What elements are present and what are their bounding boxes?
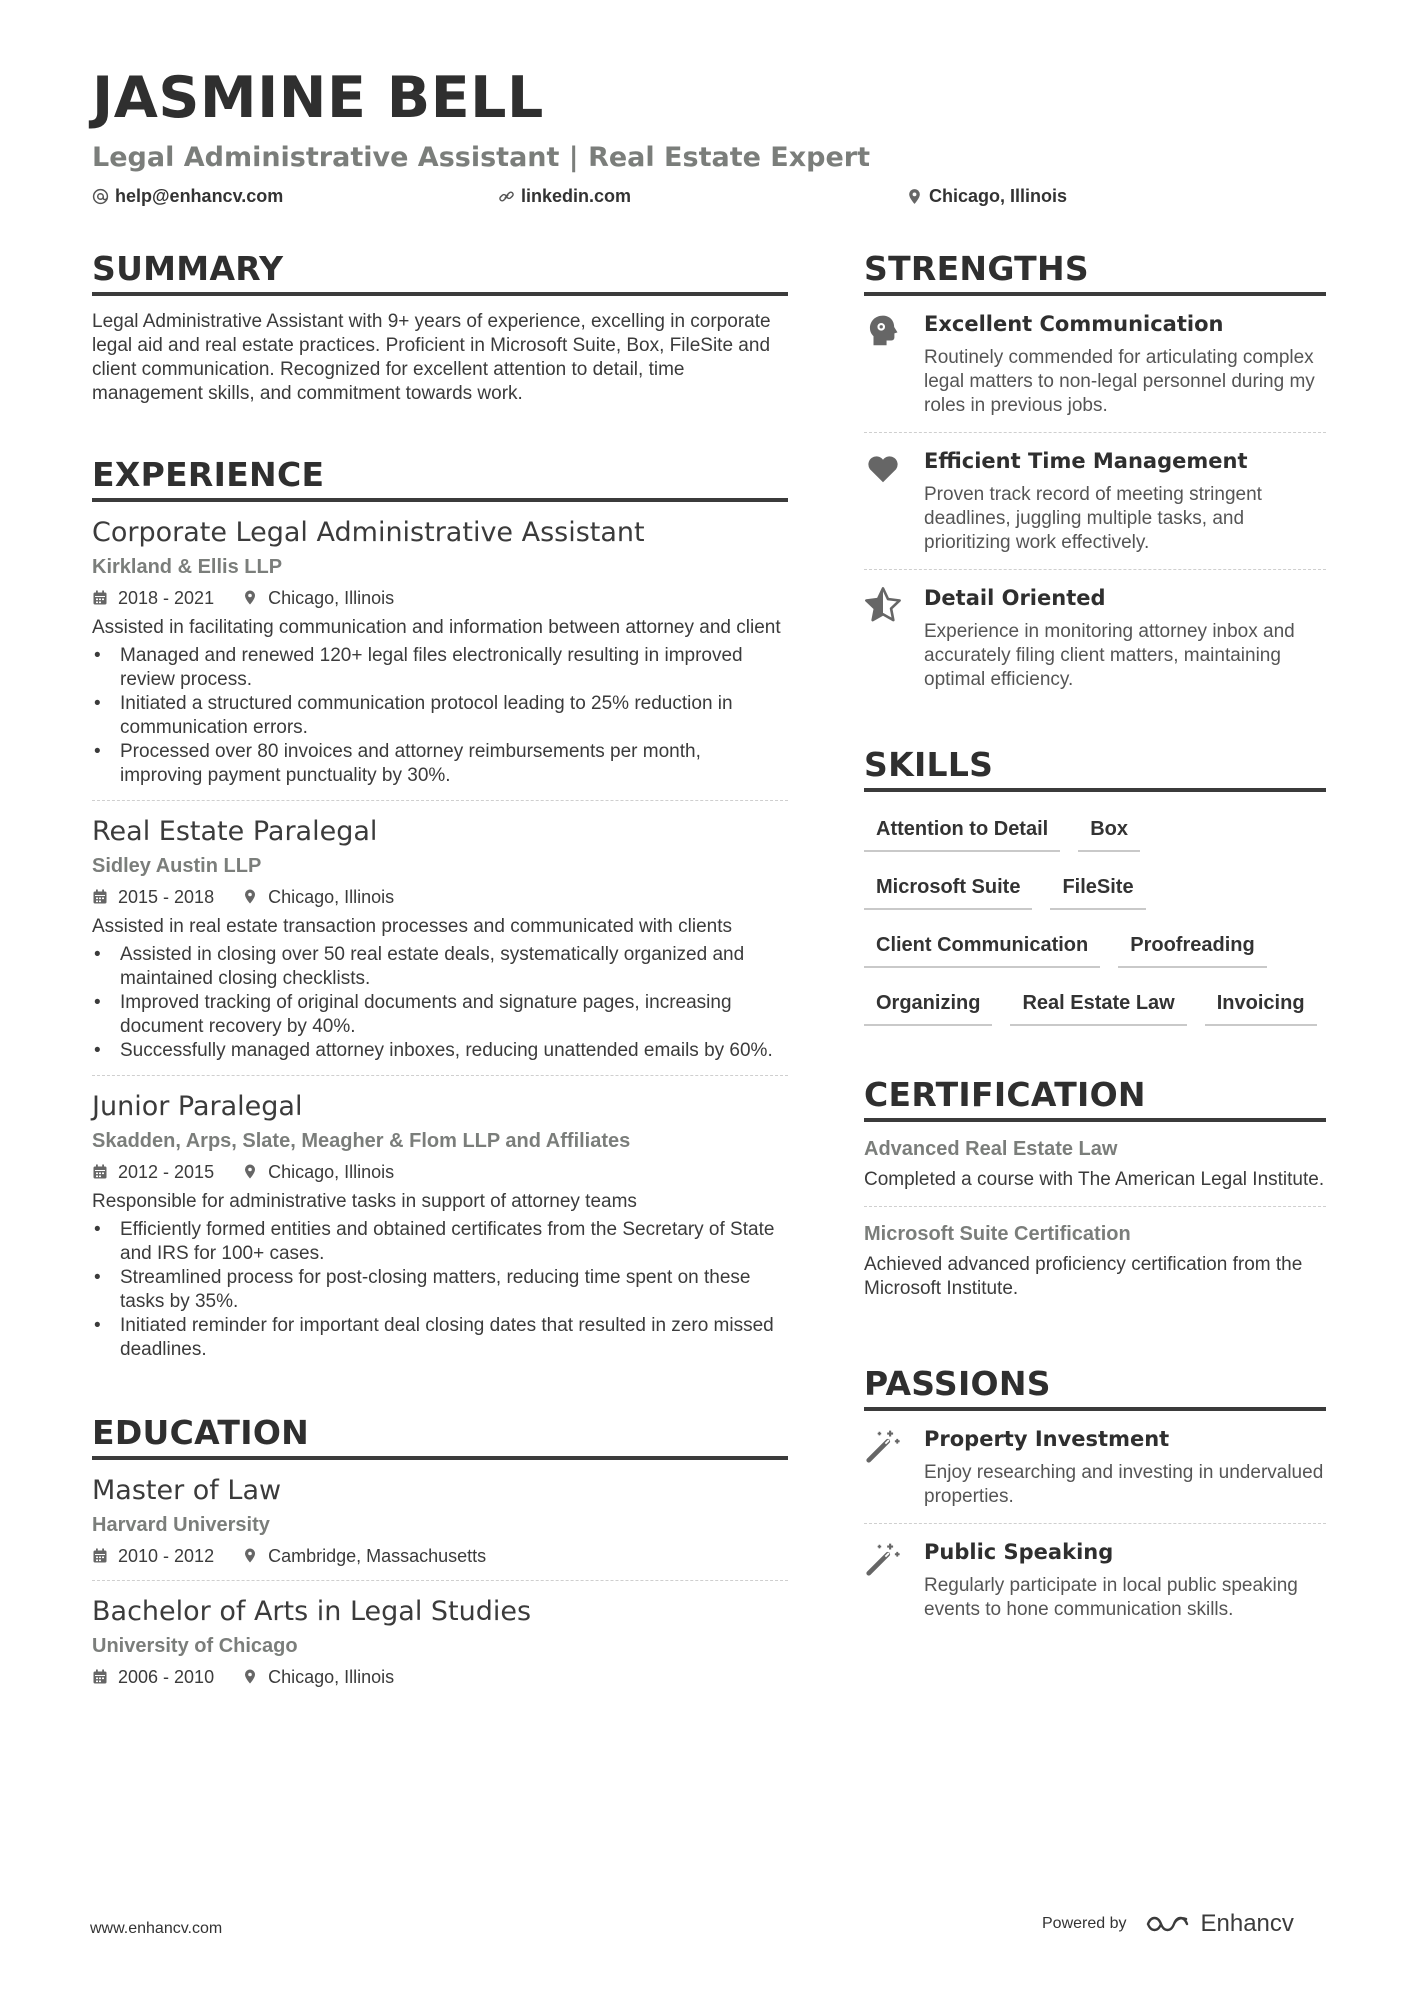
powered-by-text: Powered by <box>1042 1915 1127 1932</box>
certification-item <box>864 1122 1326 1207</box>
location-text: Chicago, Illinois <box>268 1161 395 1182</box>
education-entry <box>92 1460 788 1581</box>
entry-location <box>242 586 394 610</box>
calendar-icon <box>92 589 108 606</box>
achievement-list <box>92 644 788 788</box>
entry-meta <box>92 885 788 909</box>
section-title-summary: SUMMARY <box>92 250 788 296</box>
link-icon <box>498 188 515 205</box>
skill-tag: Microsoft Suite <box>864 870 1032 910</box>
job-title: Junior Paralegal <box>92 1090 303 1122</box>
strength-text: Experience in monitoring attorney inbox and accurately filing client matters, maintaining optimal efficiency. <box>924 620 1295 690</box>
strength-title: Efficient Time Management <box>924 448 1248 473</box>
passion-title: Property Investment <box>924 1426 1170 1451</box>
email-text: help@enhancv.com <box>115 186 284 206</box>
achievement-list <box>92 1218 788 1362</box>
summary-section <box>92 250 788 406</box>
achievement-list <box>92 943 788 1063</box>
entry-location <box>242 1665 394 1689</box>
passion-text: Enjoy researching and investing in undervalued properties. <box>924 1461 1324 1507</box>
strength-item <box>864 296 1326 433</box>
linkedin-text: linkedin.com <box>521 186 632 206</box>
candidate-name: JASMINE BELL <box>92 65 544 131</box>
achievement-item: • Assisted in closing over 50 real estate deals, systematically organized and maintained closing checklists. <box>120 943 788 991</box>
brand-name: Enhancv <box>1200 1910 1294 1937</box>
skill-tag: Organizing <box>864 986 992 1026</box>
heart-icon <box>864 447 904 555</box>
section-title-passions: PASSIONS <box>864 1365 1326 1411</box>
passion-item <box>864 1524 1326 1636</box>
date-range <box>92 1160 214 1184</box>
experience-section <box>92 456 788 1374</box>
magic-wand-icon <box>864 1538 904 1622</box>
entry-meta <box>92 1544 788 1568</box>
skill-tag: Box <box>1078 812 1140 852</box>
company-name: Sidley Austin LLP <box>92 854 262 877</box>
entry-location <box>242 1160 394 1184</box>
experience-entry <box>92 502 788 801</box>
passion-item <box>864 1411 1326 1524</box>
date-range <box>92 1665 214 1689</box>
company-name: Skadden, Arps, Slate, Meagher & Flom LLP and Affiliates <box>92 1129 631 1152</box>
job-description: Assisted in facilitating communication and information between attorney and client <box>92 616 781 638</box>
enhancv-logo-icon <box>1145 1911 1191 1937</box>
candidate-headline: Legal Administrative Assistant | Real Estate Expert <box>92 142 871 173</box>
certification-text: Completed a course with The American Legal Institute. <box>864 1168 1325 1190</box>
entry-meta <box>92 1665 788 1689</box>
education-section <box>92 1414 788 1701</box>
certification-text: Achieved advanced proficiency certification from the Microsoft Institute. <box>864 1253 1303 1299</box>
skills-list <box>864 812 1326 1026</box>
experience-entry <box>92 1076 788 1374</box>
degree-title: Bachelor of Arts in Legal Studies <box>92 1595 532 1627</box>
certification-section <box>864 1076 1326 1315</box>
location-text: Chicago, Illinois <box>268 886 395 907</box>
map-pin-icon <box>906 188 923 205</box>
passion-text: Regularly participate in local public speaking events to hone communication skills. <box>924 1574 1298 1620</box>
strength-text: Proven track record of meeting stringent deadlines, juggling multiple tasks, and prioritizing work effectively. <box>924 483 1262 553</box>
skill-tag: Invoicing <box>1205 986 1317 1026</box>
strength-item <box>864 433 1326 570</box>
job-title: Real Estate Paralegal <box>92 815 378 847</box>
section-title-skills: SKILLS <box>864 746 1326 792</box>
entry-location <box>242 885 394 909</box>
passion-title: Public Speaking <box>924 1539 1114 1564</box>
section-title-experience: EXPERIENCE <box>92 456 788 502</box>
strength-title: Detail Oriented <box>924 585 1106 610</box>
section-title-education: EDUCATION <box>92 1414 788 1460</box>
entry-meta <box>92 586 788 610</box>
contact-email[interactable] <box>92 186 283 207</box>
section-title-strengths: STRENGTHS <box>864 250 1326 296</box>
company-name: Kirkland & Ellis LLP <box>92 555 283 578</box>
passions-section <box>864 1365 1326 1636</box>
contact-location <box>906 186 1067 207</box>
skill-tag: FileSite <box>1050 870 1145 910</box>
magic-wand-icon <box>864 1425 904 1509</box>
skill-tag: Proofreading <box>1118 928 1266 968</box>
achievement-item: • Efficiently formed entities and obtained certificates from the Secretary of State and IRS for 100+ cases. <box>120 1218 788 1266</box>
footer-website[interactable]: www.enhancv.com <box>90 1920 223 1937</box>
entry-location <box>242 1544 486 1568</box>
map-pin-icon <box>242 589 258 606</box>
summary-text: Legal Administrative Assistant with 9+ years of experience, excelling in corporate legal aid and real estate practices. Proficient in Microsoft Suite, Box, FileSite and client communication. Recognized for excellent attention to detail, time management skills, and commitment towards work. <box>92 310 771 404</box>
star-icon <box>864 584 904 692</box>
calendar-icon <box>92 888 108 905</box>
skill-tag: Client Communication <box>864 928 1100 968</box>
job-title: Corporate Legal Administrative Assistant <box>92 516 645 548</box>
skill-tag: Attention to Detail <box>864 812 1060 852</box>
strength-title: Excellent Communication <box>924 311 1224 336</box>
strengths-section <box>864 250 1326 706</box>
calendar-icon <box>92 1668 108 1685</box>
job-description: Responsible for administrative tasks in support of attorney teams <box>92 1190 637 1212</box>
contact-linkedin[interactable] <box>498 186 631 207</box>
map-pin-icon <box>242 1668 258 1685</box>
achievement-item: • Improved tracking of original documents and signature pages, increasing document recovery by 40%. <box>120 991 788 1039</box>
left-column <box>92 250 788 1751</box>
strength-item <box>864 570 1326 706</box>
degree-title: Master of Law <box>92 1474 282 1506</box>
date-text: 2015 - 2018 <box>118 886 215 907</box>
achievement-item: • Initiated reminder for important deal closing dates that resulted in zero missed deadlines. <box>120 1314 788 1362</box>
map-pin-icon <box>242 1163 258 1180</box>
achievement-item: • Managed and renewed 120+ legal files electronically resulting in improved review process. <box>120 644 788 692</box>
date-range <box>92 885 214 909</box>
date-range <box>92 1544 214 1568</box>
date-text: 2018 - 2021 <box>118 587 215 608</box>
entry-meta <box>92 1160 788 1184</box>
certification-item <box>864 1207 1326 1315</box>
achievement-item: • Processed over 80 invoices and attorney reimbursements per month, improving payment punctuality by 30%. <box>120 740 788 788</box>
date-text: 2010 - 2012 <box>118 1545 215 1566</box>
at-icon <box>92 188 109 205</box>
school-name: University of Chicago <box>92 1634 298 1657</box>
right-column <box>864 250 1326 1686</box>
date-text: 2006 - 2010 <box>118 1666 215 1687</box>
head-icon <box>864 310 904 418</box>
school-name: Harvard University <box>92 1513 270 1536</box>
footer-branding <box>1042 1910 1294 1938</box>
calendar-icon <box>92 1547 108 1564</box>
education-entry <box>92 1581 788 1701</box>
date-text: 2012 - 2015 <box>118 1161 215 1182</box>
enhancv-logo[interactable] <box>1145 1910 1294 1938</box>
section-title-certification: CERTIFICATION <box>864 1076 1326 1122</box>
location-text: Chicago, Illinois <box>268 587 395 608</box>
calendar-icon <box>92 1163 108 1180</box>
certification-title: Microsoft Suite Certification <box>864 1222 1131 1245</box>
job-description: Assisted in real estate transaction processes and communicated with clients <box>92 915 732 937</box>
location-text: Chicago, Illinois <box>929 186 1068 206</box>
skill-tag: Real Estate Law <box>1010 986 1186 1026</box>
achievement-item: • Successfully managed attorney inboxes, reducing unattended emails by 60%. <box>120 1039 788 1063</box>
certification-title: Advanced Real Estate Law <box>864 1137 1118 1160</box>
strength-text: Routinely commended for articulating complex legal matters to non-legal personnel during my roles in previous jobs. <box>924 346 1315 416</box>
achievement-item: • Initiated a structured communication protocol leading to 25% reduction in communication errors. <box>120 692 788 740</box>
map-pin-icon <box>242 1547 258 1564</box>
map-pin-icon <box>242 888 258 905</box>
location-text: Cambridge, Massachusetts <box>268 1545 487 1566</box>
date-range <box>92 586 214 610</box>
achievement-item: • Streamlined process for post-closing matters, reducing time spent on these tasks by 35%. <box>120 1266 788 1314</box>
location-text: Chicago, Illinois <box>268 1666 395 1687</box>
experience-entry <box>92 801 788 1076</box>
skills-section <box>864 746 1326 1026</box>
